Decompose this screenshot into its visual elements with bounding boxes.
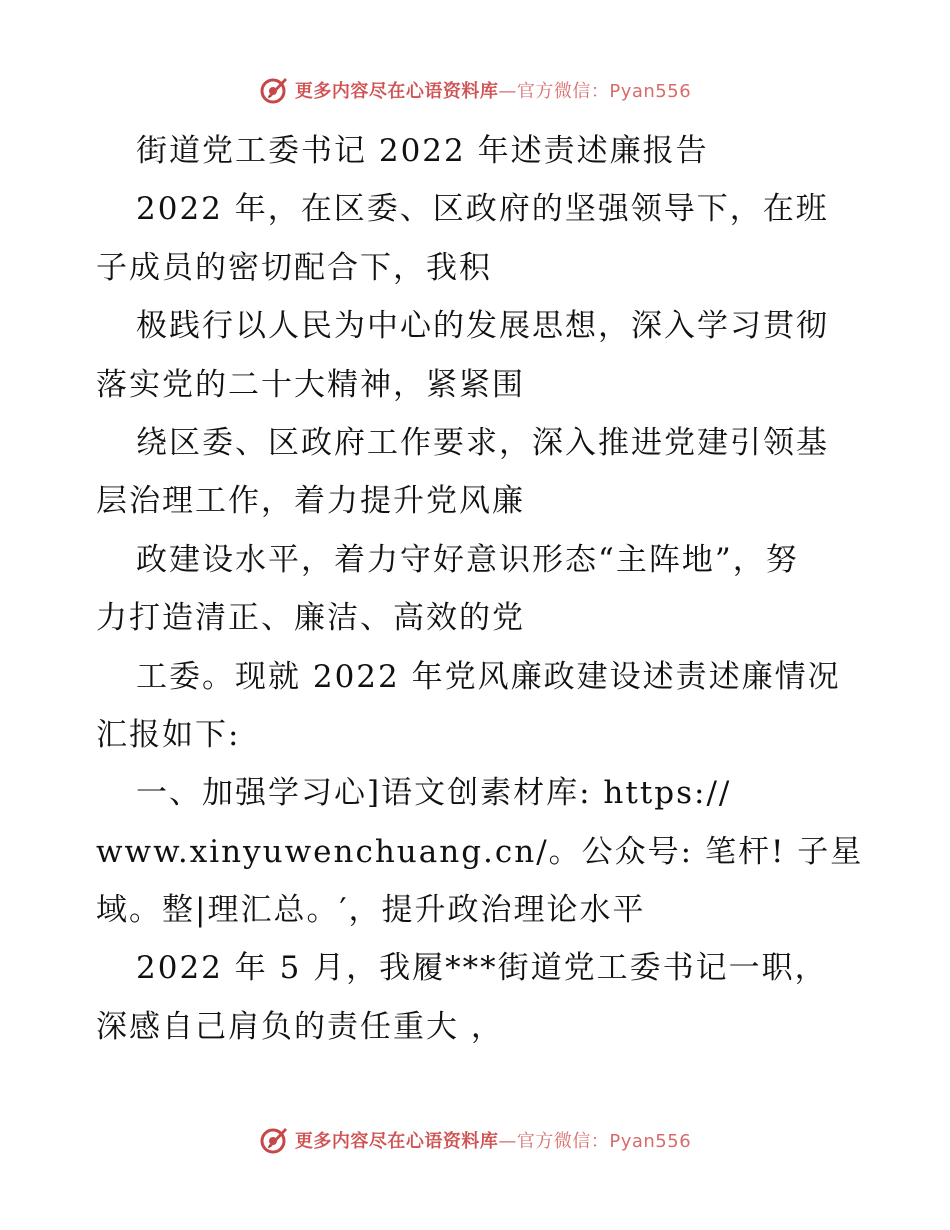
pen-on-circle-logo-icon: [259, 75, 289, 105]
paragraph-line: 层治理工作，着力提升党风廉: [96, 483, 525, 520]
section-heading-line: 一、加强学习心]语文创素材库: https://: [136, 775, 732, 812]
paragraph-line: 政建设水平，着力守好意识形态“主阵地”，努: [136, 541, 799, 578]
banner-rest-text: —官方微信：Pyan556: [498, 1131, 692, 1152]
banner-text: [295, 1127, 691, 1153]
paragraph-line: 域。整|理汇总。′，提升政治理论水平: [96, 892, 646, 929]
banner-bold-text: 更多内容尽在心语资料库: [294, 1131, 499, 1152]
paragraph-line: 落实党的二十大精神，紧紧围: [96, 366, 525, 403]
paragraph-line: 2022 年，在区委、区政府的坚强领导下，在班: [136, 191, 829, 228]
document-title: 街道党工委书记 2022 年述责述廉报告: [136, 133, 709, 169]
header-watermark-banner: [0, 70, 950, 110]
paragraph-line: 工委。现就 2022 年党风廉政建设述责述廉情况: [136, 658, 841, 695]
paragraph-line: 绕区委、区政府工作要求，深入推进党建引领基: [136, 424, 829, 461]
pen-on-circle-logo-icon: [259, 1125, 289, 1155]
banner-rest-text: —官方微信：Pyan556: [498, 81, 692, 102]
banner-text: [295, 77, 691, 103]
paragraph-line: 汇报如下:: [96, 716, 241, 753]
paragraph-line: 2022 年 5 月，我履***街道党工委书记一职，: [136, 950, 828, 987]
footer-watermark-banner: [0, 1120, 950, 1160]
paragraph-line: www.xinyuwenchuang.cn/。公众号: 笔杆! 子星: [96, 833, 864, 870]
paragraph-line: 子成员的密切配合下，我积: [96, 249, 492, 286]
paragraph-line: 力打造清正、廉洁、高效的党: [96, 600, 525, 637]
banner-bold-text: 更多内容尽在心语资料库: [294, 81, 499, 102]
paragraph-line: 深感自己肩负的责任重大 ，: [96, 1008, 504, 1045]
paragraph-line: 极践行以人民为中心的发展思想，深入学习贯彻: [136, 308, 829, 345]
document-body: [96, 122, 864, 1056]
